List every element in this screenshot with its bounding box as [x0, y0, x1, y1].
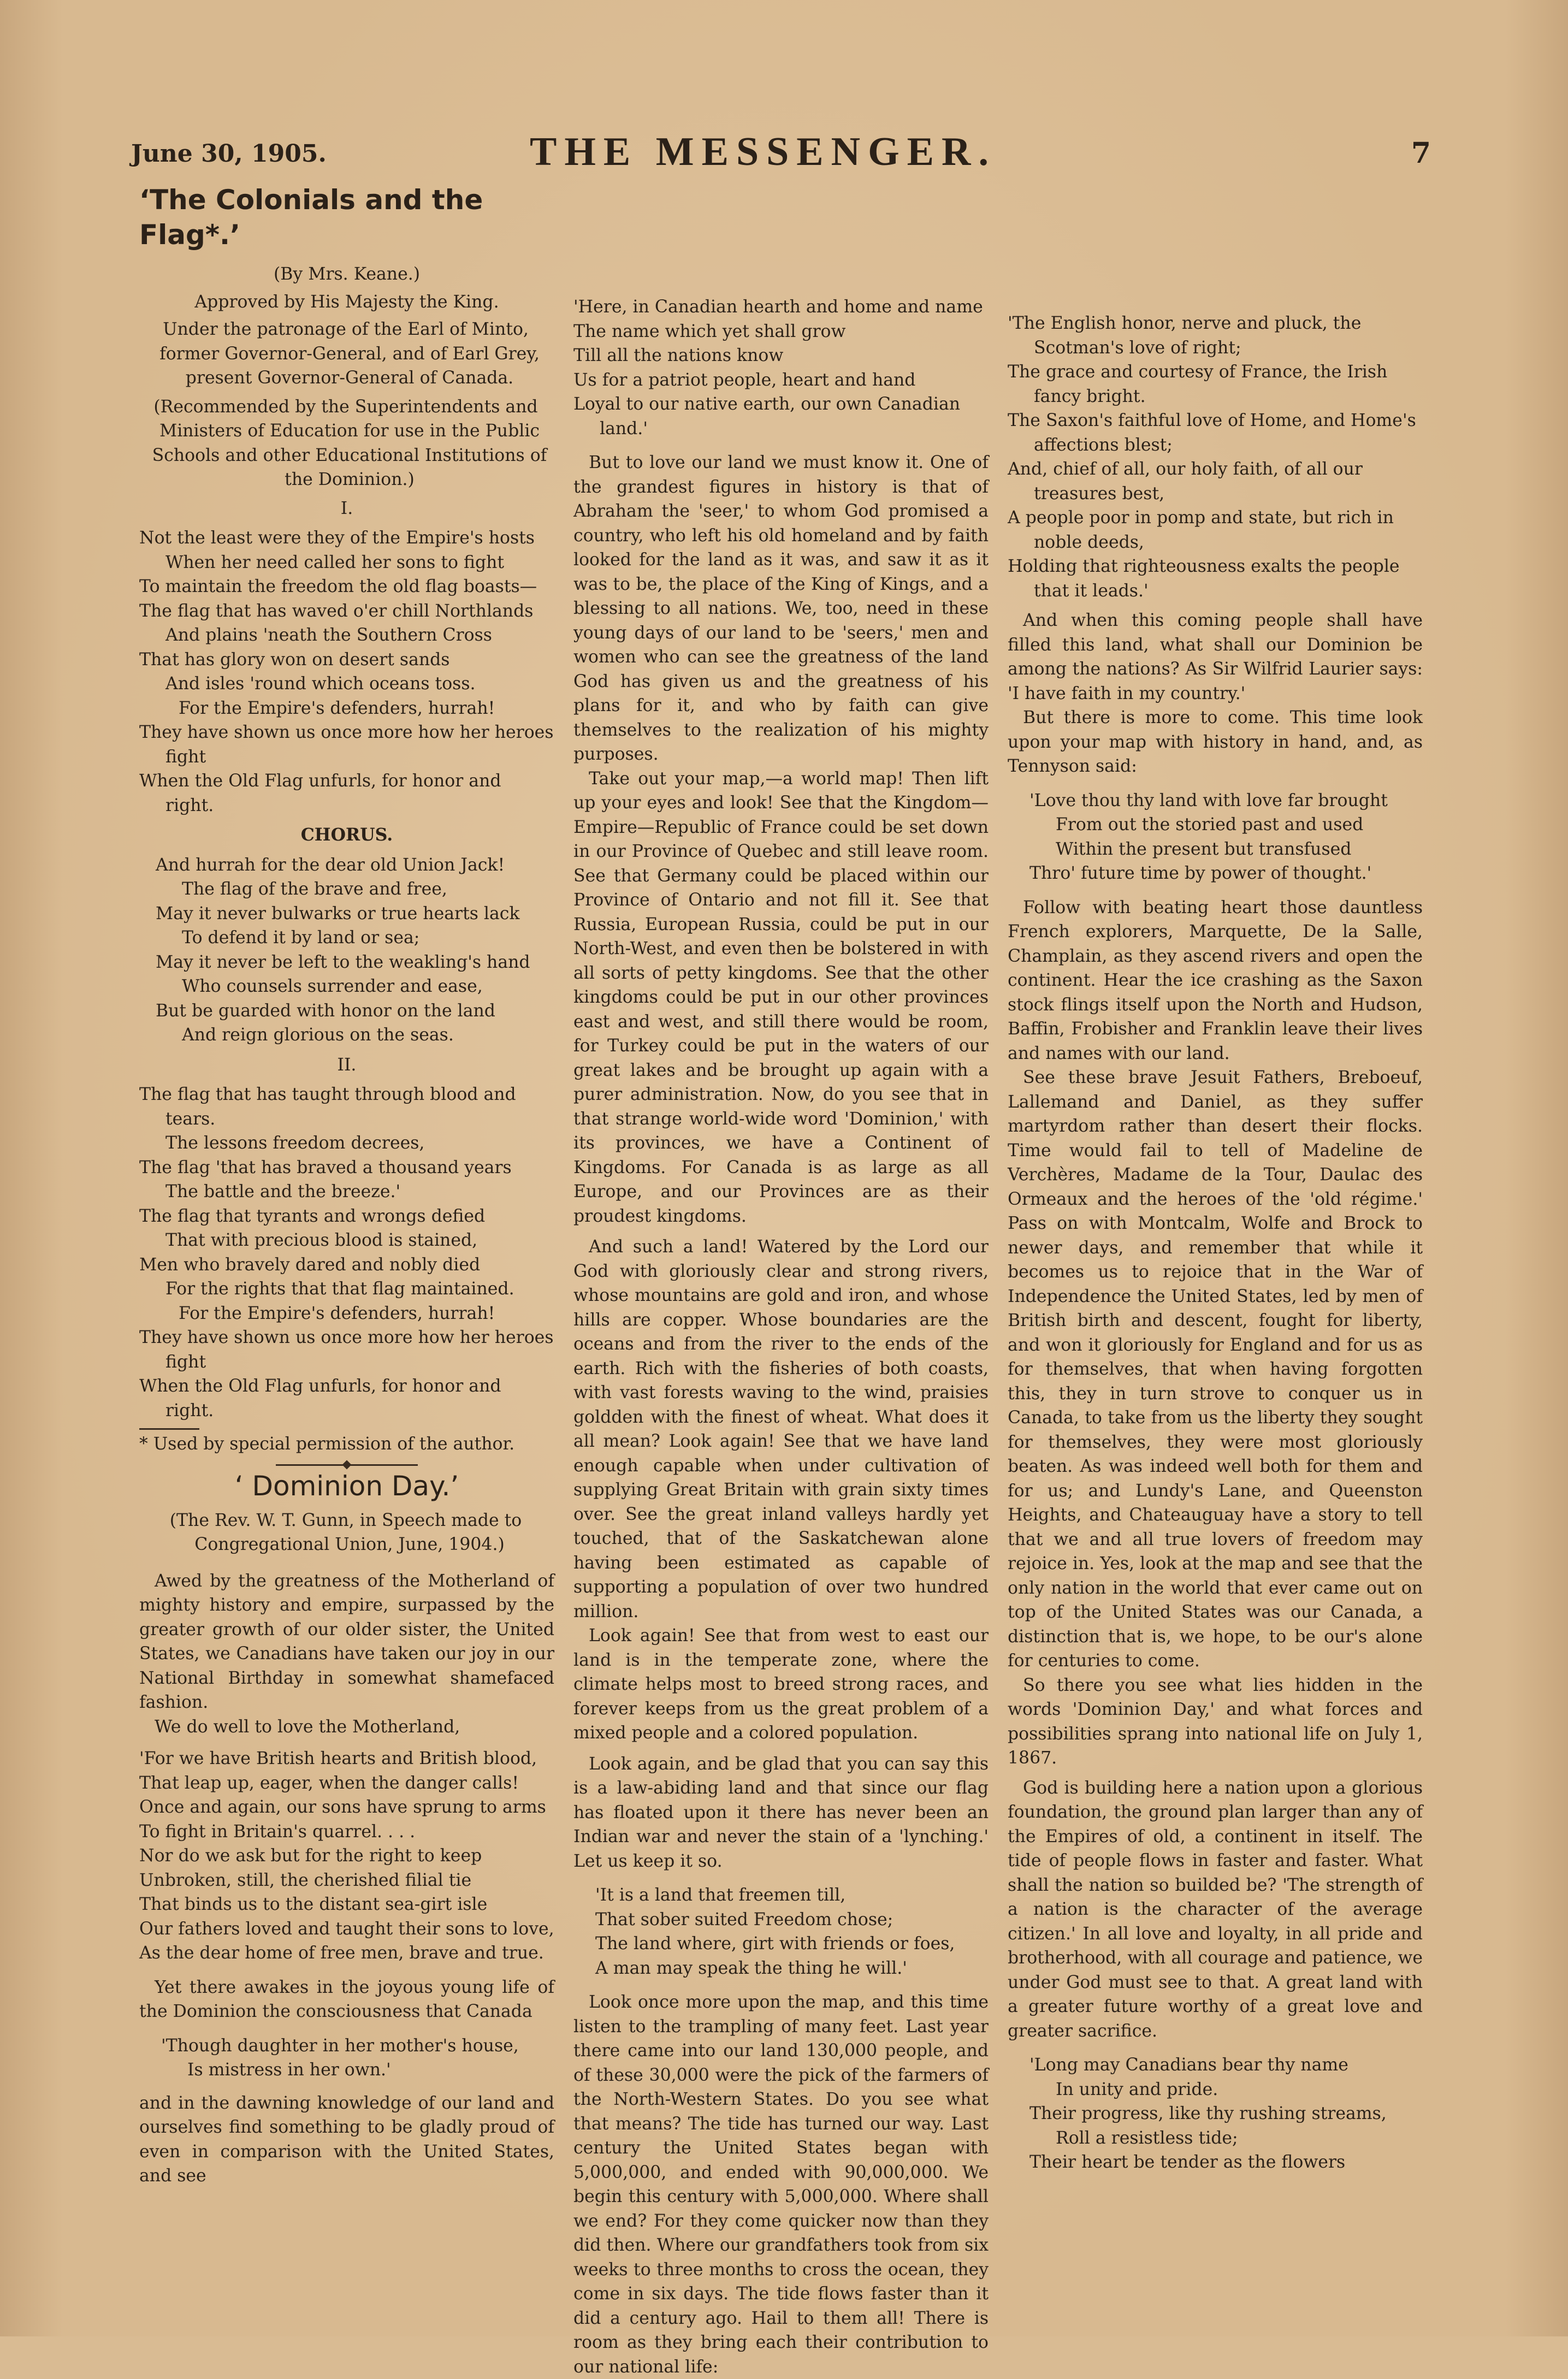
verse-line: The name which yet shall grow	[573, 321, 846, 341]
quote-block	[573, 295, 989, 441]
verse-line: For the Empire's defenders, hurrah!	[179, 1303, 495, 1323]
verse-line: May it never bulwarks or true hearts lack	[156, 903, 520, 924]
verse-line: The flag 'that has braved a thousand years	[139, 1157, 512, 1177]
verse-line: And isles 'round which oceans toss.	[165, 674, 476, 694]
verse-line: The flag that has waved o'er chill Northlands	[139, 601, 534, 621]
verse-line: The flag of the brave and free,	[182, 879, 447, 899]
verse-line: That has glory won on desert sands	[139, 649, 450, 670]
paragraph: So there you see what lies hidden in the words 'Dominion Day,' and what forces and possibilities sprang into national life on July 1, 1867.	[1008, 1675, 1423, 1768]
verse-line: The battle and the breeze.'	[165, 1182, 401, 1202]
page-header	[131, 129, 1431, 184]
verse-line: And, chief of all, our holy faith, of all our treasures best,	[1008, 459, 1363, 504]
verse-line: They have shown us once more how her heroes fight	[139, 723, 554, 767]
verse-line: And plains 'neath the Southern Cross	[165, 625, 492, 645]
quote-block	[1029, 789, 1423, 886]
verse-line: In unity and pride.	[1056, 2079, 1218, 2099]
article-byline: (The Rev. W. T. Gunn, in Speech made to Congregational Union, June, 1904.)	[169, 1510, 522, 1554]
paragraph: See these brave Jesuit Fathers, Breboeuf, Lallemand and Daniel, as they suffer martyrdom rather than desert their flocks. Time would fail to tell of Madeline de Verchères, Madame de la Tour, Daulac des Ormeaux and the heroes of the 'old régime.' Pass on with Montcalm, Wolfe and Brock to newer days, and remember that while it becomes us to rejoice that in the War of Independence the United States, led by men of British birth and descent, fought for liberty, and won it gloriously for England and for us as for themselves, that when having forgotten this, they in turn strove to conquer us in Canada, to take from us the liberty they sought for themselves, they were most gloriously beaten. As was indeed well both for them and for us; and Lundy's Lane, and Queenston Heights, and Chateauguay have a story to tell that we and all true lovers of freedom may rejoice in. Yes, look at the map and see that the only nation in the world that ever came out on top of the United States was our Canada, a distinction that is, we hope, to be our's alone for centuries to come.	[1008, 1068, 1423, 1671]
verse-line: As the dear home of free men, brave and true.	[139, 1943, 544, 1963]
article-author: (By Mrs. Keane.)	[273, 264, 421, 284]
quote-block	[139, 1747, 554, 1966]
issue-date: June 30, 1905.	[131, 140, 327, 168]
quote-block	[1008, 311, 1423, 603]
verse-line: The lessons freedom decrees,	[165, 1133, 425, 1153]
verse-line: Roll a resistless tide;	[1056, 2128, 1238, 2148]
paragraph: Look again, and be glad that you can say this is a law-abiding land and that since our flag has floated upon it there has never been an Indian war and never the stain of a 'lynching.' Let us keep it so.	[573, 1754, 989, 1871]
paragraph: But to love our land we must know it. One of the grandest figures in history is that of Abraham the 'seer,' to whom God promised a country, who left his old homeland and by faith looked for the land as it was, and saw it as it was to be, the place of the King of Kings, and a blessing to all nations. We, too, need in these young days of our land to be 'seers,' men and women who can see the greatness of the land God has given us and the greatness of his plans for it, and who by faith can give themselves to the realization of his mighty purposes.	[573, 453, 989, 764]
article-divider	[276, 1464, 418, 1466]
verse-line: Us for a patriot people, heart and hand	[573, 370, 916, 390]
approval-line: Approved by His Majesty the King.	[194, 292, 499, 312]
column-2	[573, 180, 989, 2379]
article-title-dominion-day: ‘ Dominion Day.’	[234, 1470, 459, 1502]
verse-line: 'The English honor, nerve and pluck, the Scotman's love of right;	[1008, 313, 1362, 358]
paragraph: Follow with beating heart those dauntless French explorers, Marquette, De la Salle, Champlain, as they ascend rivers and open the continent. Hear the ice crashing as the Saxon stock flings itself upon the North and Hudson, Baffin, Frobisher and Franklin leave their lives and names with our land.	[1008, 897, 1423, 1063]
verse-line: Their progress, like thy rushing streams,	[1029, 2104, 1387, 2123]
poem-chorus	[156, 853, 554, 1048]
paragraph: We do well to love the Motherland,	[155, 1717, 460, 1737]
verse-line: The grace and courtesy of France, the Irish fancy bright.	[1008, 362, 1388, 406]
verse-line: Till all the nations know	[573, 346, 784, 365]
verse-line: A people poor in pomp and state, but rich in noble deeds,	[1008, 508, 1394, 552]
page-number: 7	[1411, 137, 1431, 170]
paragraph: God is building here a nation upon a glorious foundation, the ground plan larger than any of the Empires of old, a continent in itself. The tide of people flows in faster and faster. What shall the nation so builded be? 'The strength of a nation is the character of the average citizen.' In all love and loyalty, in all pride and brotherhood, with all courage and patience, we under God must see to that. A great land with a greater future worthy of a great love and greater sacrifice.	[1008, 1778, 1423, 2041]
patronage-note: Under the patronage of the Earl of Minto, former Governor-General, and of Earl Grey, present Governor-General of Canada.	[159, 319, 540, 388]
paragraph: Look once more upon the map, and this time listen to the trampling of many feet. Last year there came into our land 130,000 people, and of these 30,000 were the pick of the farmers of the North-Western States. Do you see what that means? The tide has turned our way. Last century the United States began with 5,000,000, and ended with 90,000,000. We begin this century with 5,000,000. Where shall we end? For they come quicker now than they did then. Where our grandfathers took from six weeks to three months to cross the ocean, they come in six days. The tide flows faster than it did a century ago. Hail to them all! There is room as they bring each their contribution to our national life:	[573, 1992, 989, 2377]
column-1	[139, 180, 554, 2188]
verse-line: May it never be left to the weakling's hand	[156, 952, 530, 972]
quote-block	[161, 2034, 554, 2082]
chorus-heading: CHORUS.	[300, 825, 393, 845]
verse-line: When the Old Flag unfurls, for honor and right.	[139, 771, 501, 815]
verse-line: 'Love thou thy land with love far brought	[1029, 790, 1388, 810]
verse-line: 'Long may Canadians bear thy name	[1029, 2055, 1348, 2075]
verse-line: 'Here, in Canadian hearth and home and name	[573, 297, 983, 317]
verse-line: When her need called her sons to fight	[165, 552, 505, 572]
verse-line: That sober suited Freedom chose;	[595, 1909, 894, 1930]
verse-line: They have shown us once more how her heroes fight	[139, 1328, 554, 1372]
paragraph: Take out your map,—a world map! Then lift up your eyes and look! See that the Kingdom—Empire—Republic of France could be set down in our Province of Quebec and still leave room. See that Germany could be placed within our Province of Ontario and not fill it. See that Russia, European Russia, could be put in our North-West, and even then be bolstered in with all sorts of petty kingdoms. See that the other kingdoms could be put in our other provinces east and west, and still there would be room, for Turkey could be put in the waters of our great lakes and be brought up again with a purer administration. Now, do you see that in that strange world-wide word 'Dominion,' with its provinces, we have a Continent of Kingdoms. For Canada is as large as all Europe, and our Provinces are as their proudest kingdoms.	[573, 768, 989, 1226]
verse-line: The flag that has taught through blood and tears.	[139, 1085, 516, 1129]
verse-line: 'Though daughter in her mother's house,	[161, 2035, 519, 2056]
verse-line: Who counsels surrender and ease,	[182, 977, 483, 996]
verse-line: Is mistress in her own.'	[187, 2060, 391, 2080]
verse-line: The land where, girt with friends or foes,	[595, 1934, 955, 1954]
verse-line: Nor do we ask but for the right to keep	[139, 1846, 482, 1866]
verse-line: The Saxon's faithful love of Home, and Home's affections blest;	[1008, 411, 1416, 455]
verse-line: Once and again, our sons have sprung to arms	[139, 1797, 546, 1817]
verse-line: 'For we have British hearts and British blood,	[139, 1749, 537, 1768]
verse-line: 'It is a land that freemen till,	[595, 1885, 846, 1905]
footnote: * Used by special permission of the author.	[139, 1434, 515, 1454]
verse-line: Loyal to our native earth, our own Canadian land.'	[573, 394, 961, 439]
paragraph-continued: and in the dawning knowledge of our land and ourselves find something to be gladly proud of even in comparison with the United States, and see	[139, 2093, 554, 2186]
verse-line: And reign glorious on the seas.	[182, 1025, 454, 1045]
verse-line: For the Empire's defenders, hurrah!	[179, 698, 495, 718]
verse-line: That binds us to the distant sea-girt isle	[139, 1895, 488, 1914]
verse-line: That with precious blood is stained,	[165, 1230, 478, 1250]
verse-line: And hurrah for the dear old Union Jack!	[156, 855, 505, 875]
verse-line: But be guarded with honor on the land	[156, 1001, 495, 1021]
section-number-1: I.	[340, 498, 353, 518]
column-3	[1008, 180, 1423, 2180]
verse-line: The flag that tyrants and wrongs defied	[139, 1206, 486, 1226]
paragraph: And when this coming people shall have filled this land, what shall our Dominion be among the nations? As Sir Wilfrid Laurier says: 'I have faith in my country.'	[1008, 611, 1423, 703]
verse-line: For the rights that that flag maintained.	[165, 1279, 514, 1299]
footnote-rule	[139, 1428, 199, 1430]
recommendation-note: (Recommended by the Superintendents and Ministers of Education for use in the Public Schools and other Educational Institutions of the Dominion.)	[152, 397, 547, 489]
verse-line: Not the least were they of the Empire's hosts	[139, 528, 535, 548]
verse-line: Unbroken, still, the cherished filial tie	[139, 1870, 472, 1890]
quote-block	[595, 1883, 989, 1980]
poem-verse-2	[139, 1082, 554, 1423]
quote-block	[1029, 2053, 1423, 2175]
poem-verse-1	[139, 526, 554, 818]
verse-line: Men who bravely dared and nobly died	[139, 1254, 481, 1275]
masthead-title: THE MESSENGER.	[530, 129, 996, 174]
verse-line: To fight in Britain's quarrel. . . .	[139, 1821, 416, 1842]
verse-line: Thro' future time by power of thought.'	[1029, 863, 1372, 883]
paragraph: Look again! See that from west to east our land is in the temperate zone, where the climate helps most to breed strong races, and forever keeps from us the great problem of a mixed people and a colored population.	[573, 1626, 989, 1743]
verse-line: To maintain the freedom the old flag boasts—	[139, 577, 537, 596]
verse-line: A man may speak the thing he will.'	[595, 1958, 907, 1978]
paragraph: Awed by the greatness of the Motherland of mighty history and empire, surpassed by the greater growth of our older sister, the United States, we Canadians have taken our joy in our National Birthday in somewhat shamefaced fashion.	[139, 1571, 554, 1712]
article-title-colonials: ‘The Colonials and the Flag*.’	[139, 184, 483, 251]
verse-line: When the Old Flag unfurls, for honor and right.	[139, 1376, 501, 1421]
paragraph: But there is more to come. This time look upon your map with history in hand, and, as Tennyson said:	[1008, 708, 1423, 776]
verse-line: To defend it by land or sea;	[182, 928, 420, 948]
paragraph: Yet there awakes in the joyous young life of the Dominion the consciousness that Canada	[139, 1977, 554, 2021]
verse-line: Their heart be tender as the flowers	[1029, 2152, 1346, 2172]
verse-line: From out the storied past and used	[1056, 815, 1364, 835]
section-number-2: II.	[337, 1055, 357, 1075]
verse-line: That leap up, eager, when the danger calls!	[139, 1773, 519, 1793]
paragraph: And such a land! Watered by the Lord our God with gloriously clear and strong rivers, whose mountains are gold and iron, and whose hills are copper. Whose boundaries are the oceans and from the river to the ends of the earth. Rich with the fisheries of both coasts, with vast forests waving to the wind, praisies goldden with the finest of wheat. What does it all mean? Look again! See that we have land enough capable when under cultivation of supplying Great Britain with grain sixty times over. See the great inland valleys hardly yet touched, that of the Saskatchewan alone having been estimated as capable of supporting a population of over two hundred million.	[573, 1237, 989, 1621]
verse-line: Within the present but transfused	[1056, 839, 1352, 859]
verse-line: Holding that righteousness exalts the people that it leads.'	[1008, 557, 1400, 601]
verse-line: Our fathers loved and taught their sons to love,	[139, 1919, 554, 1939]
